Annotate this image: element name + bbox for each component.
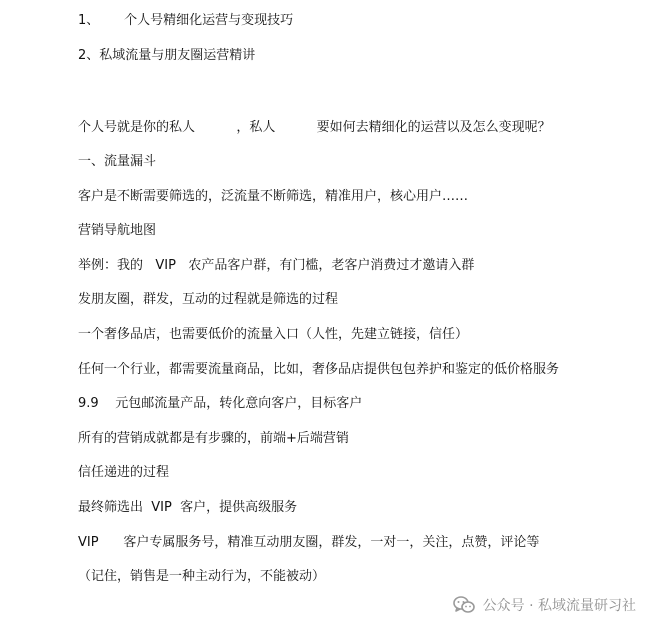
- text-line: 一个奢侈品店，也需要低价的流量入口（人性，先建立链接，信任）: [78, 327, 469, 342]
- watermark-text: 公众号 · 私域流量研习社: [482, 598, 636, 614]
- text-line: 所有的营销成就都是有步骤的，前端+后端营销: [78, 431, 349, 446]
- text-line: 信任递进的过程: [78, 465, 170, 480]
- text-line: VIP 客户专属服务号，精准互动朋友圈，群发，一对一，关注，点赞，评论等: [78, 535, 540, 550]
- text-line: （记住，销售是一种主动行为，不能被动）: [78, 569, 326, 584]
- text-line: 营销导航地图: [78, 223, 157, 238]
- text-line: 个人号就是你的私人 ，私人 要如何去精细化的运营以及怎么变现呢？: [78, 120, 551, 135]
- text-line: 9.9 元包邮流量产品，转化意向客户，目标客户: [78, 396, 363, 411]
- text-line: 任何一个行业，都需要流量商品，比如，奢侈品店提供包包养护和鉴定的低价格服务: [78, 362, 560, 377]
- section-heading: 一、流量漏斗: [78, 154, 157, 169]
- watermark: [453, 595, 636, 615]
- wechat-icon: [453, 596, 475, 614]
- text-line: 客户是不断需要筛选的，泛流量不断筛选，精准用户，核心用户……: [78, 189, 469, 204]
- text-line: 最终筛选出 VIP 客户，提供高级服务: [78, 500, 298, 515]
- text-line: 发朋友圈，群发，互动的过程就是筛选的过程: [78, 292, 339, 307]
- heading-line-1: 1、 个人号精细化运营与变现技巧: [78, 13, 294, 28]
- heading-line-2: 2、私域流量与朋友圈运营精讲: [78, 48, 256, 63]
- text-line: 举例：我的 VIP 农产品客户群，有门槛，老客户消费过才邀请入群: [78, 258, 475, 273]
